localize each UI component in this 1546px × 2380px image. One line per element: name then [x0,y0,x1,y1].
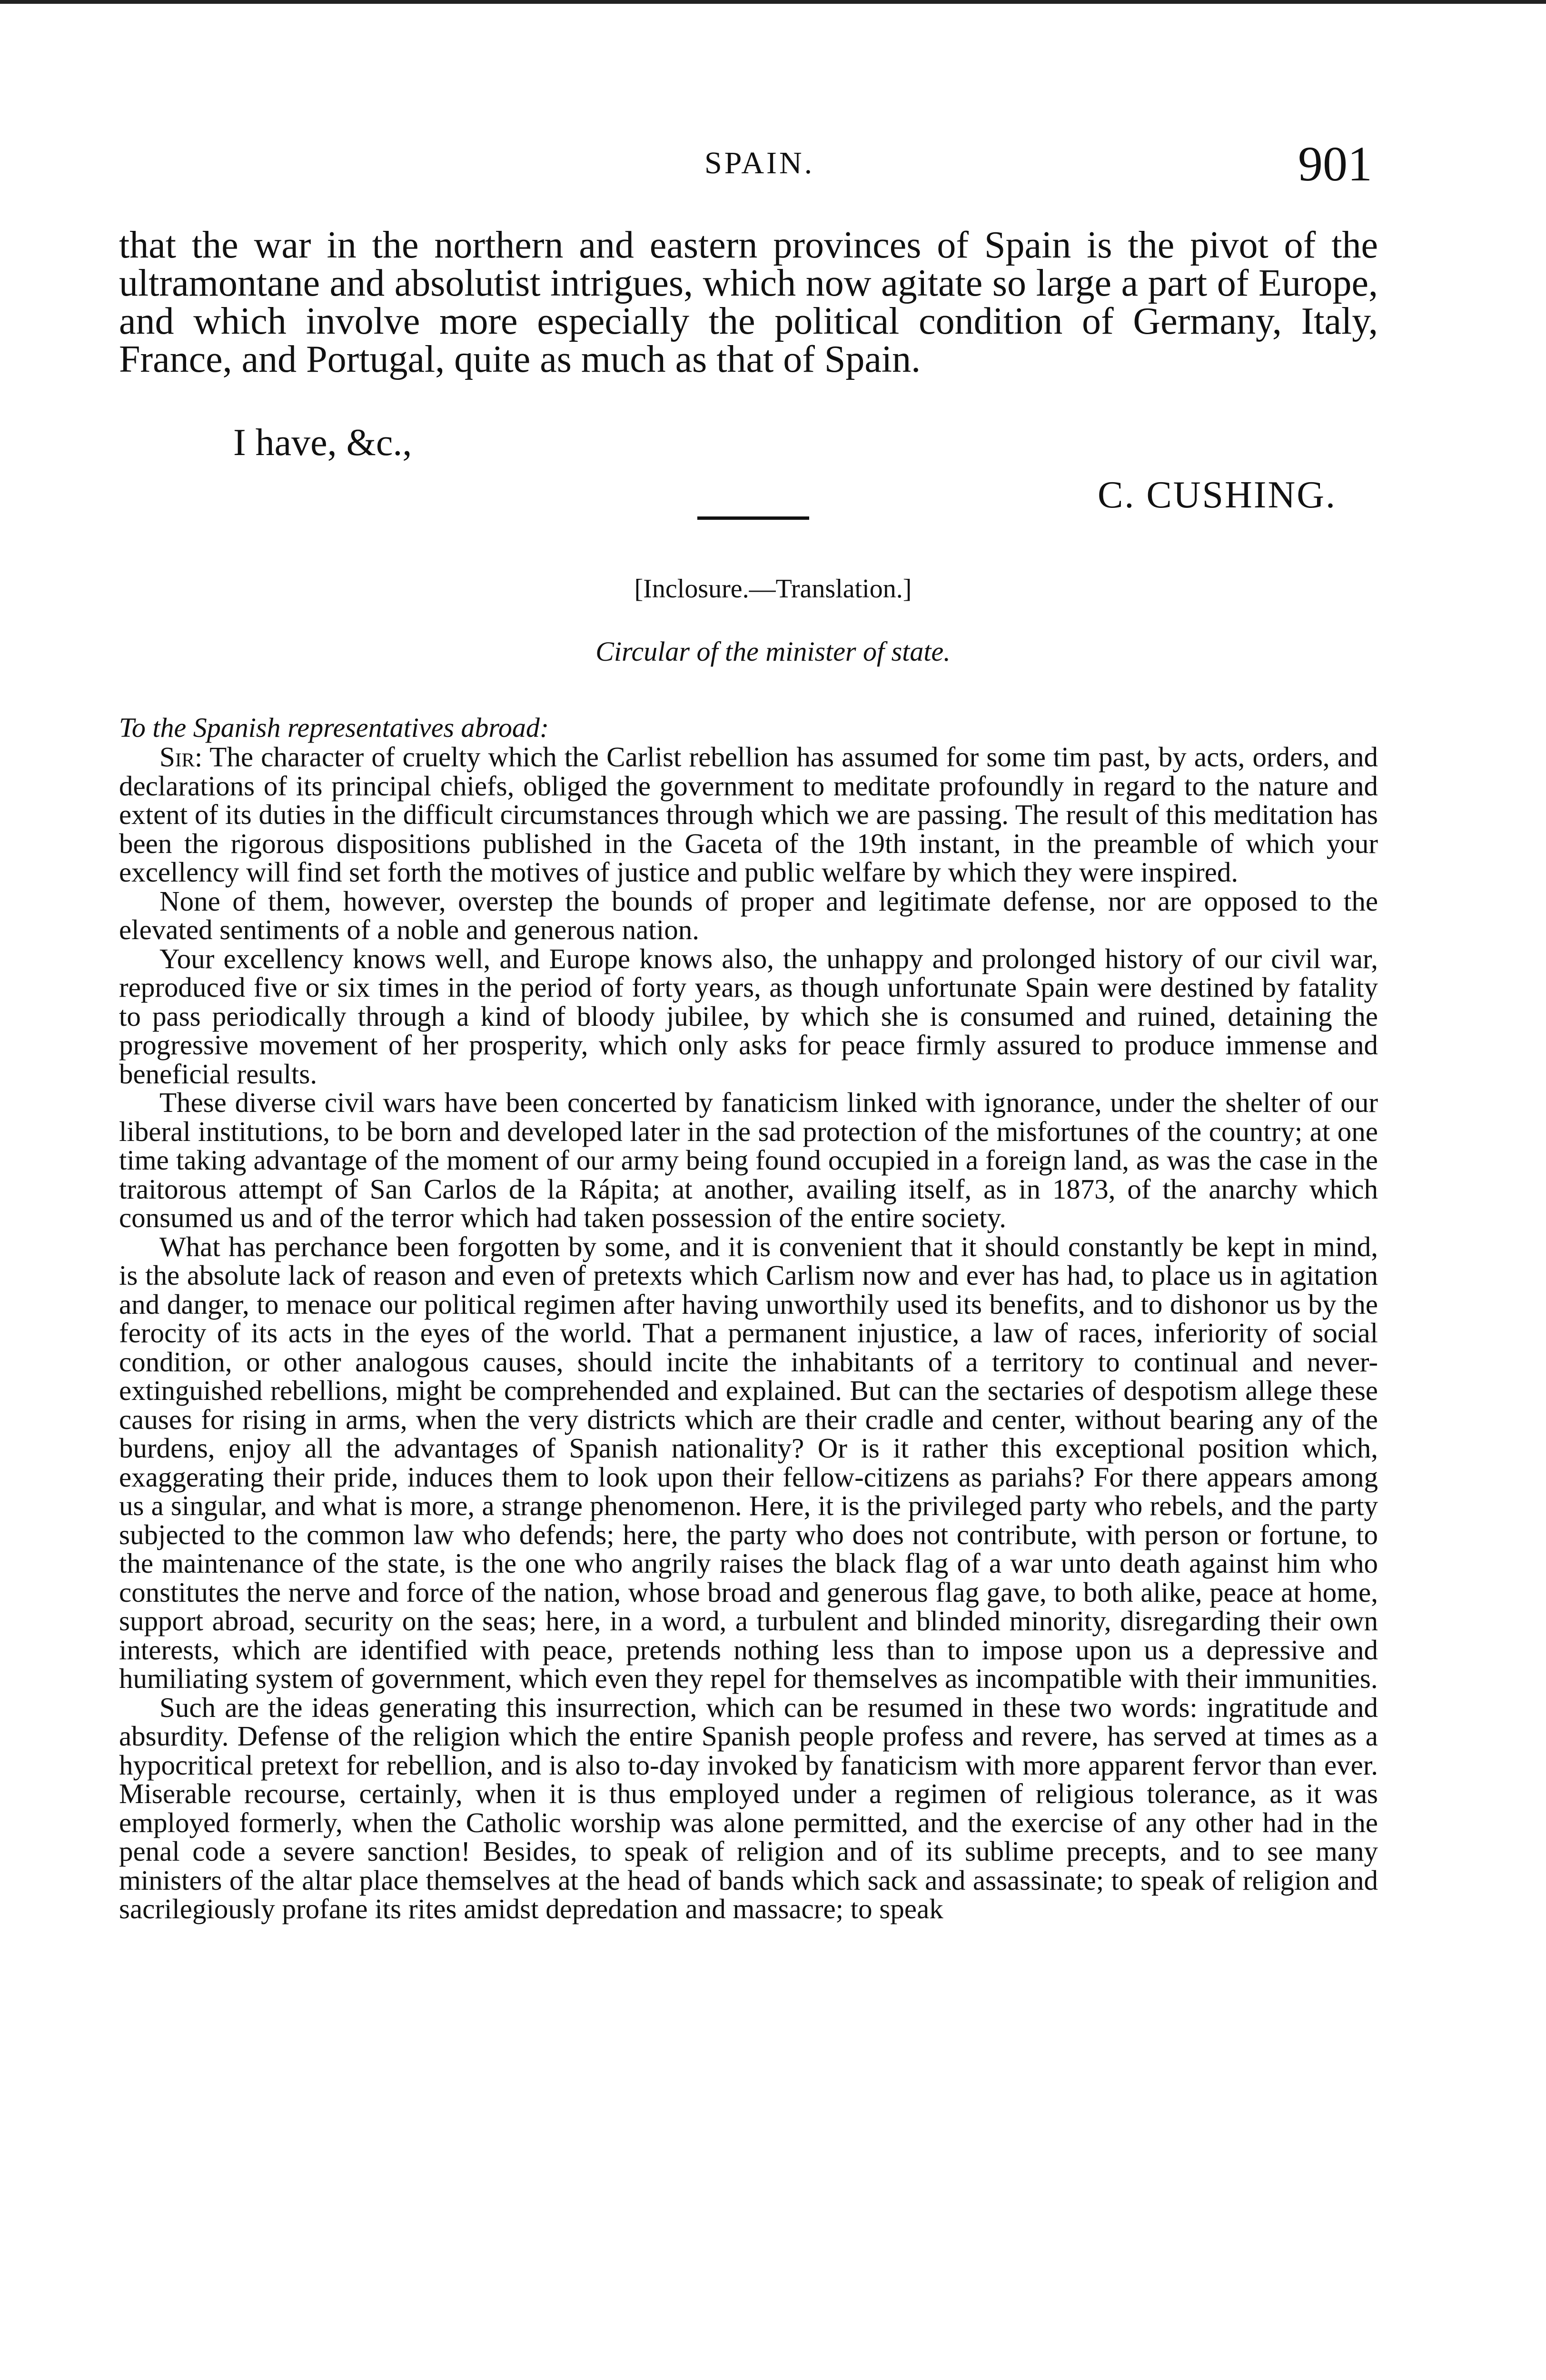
top-border-rule [0,0,1546,4]
inclosure-label: [Inclosure.—Translation.] [634,574,912,604]
lead-paragraph-block [119,226,1378,378]
letter-paragraph-5: What has perchance been forgotten by some, and it is convenient that it should constantly be kept in mind, is the absolute lack of reason and even of pretexts which Carlism now and ever has had, to place us in agitation and danger, to menace our political regimen after having unworthily used its benefits, and to dishonor us by the ferocity of its acts in the eyes of the world. That a permanent injustice, a law of races, inferiority of social condition, or other analogous causes, should incite the inhabitants of a territory to continual and never-extinguished rebellions, might be comprehended and explained. But can the sectaries of despotism allege these causes for rising in arms, when the very districts which are their cradle and center, without bearing any of the burdens, enjoy all the advantages of Spanish nationality? Or is it rather this exceptional position which, exaggerating their pride, induces them to look upon their fellow-citizens as pariahs? For there appears among us a singular, and what is more, a strange phenomenon. Here, it is the privileged party who rebels, and the party subjected to the common law who defends; here, the party who does not contribute, with person or fortune, to the maintenance of the state, is the one who angrily raises the black flag of a war unto death against him who constitutes the nerve and force of the nation, whose broad and generous flag gave, to both alike, peace at home, support abroad, security on the seas; here, in a word, a turbulent and blinded minority, disregarding their own interests, which are identified with peace, pretends nothing less than to impose upon us a depressive and humiliating system of government, which even they repel for themselves as incompatible with their immunities. [119,1230,1378,1694]
closing-line: I have, &c., [233,422,412,464]
letter-paragraph-2: None of them, however, overstep the bounds of proper and legitimate defense, nor are opposed to the elevated sentiments of a noble and generous nation. [119,885,1378,945]
signature: C. CUSHING. [1098,474,1337,516]
letter-paragraph-4: These diverse civil wars have been concerted by fanaticism linked with ignorance, under the shelter of our liberal institutions, to be born and developed later in the sad protection of the misfortunes of the country; at one time taking advantage of the moment of our army being found occupied in a foreign land, as was the case in the traitorous attempt of San Carlos de la Rápita; at another, availing itself, as in 1873, of the anarchy which consumed us and of the terror which had taken possession of the entire society. [119,1087,1378,1233]
letter-paragraph-1 [119,743,1378,887]
letter-body [119,743,1378,1924]
page-header [0,136,1546,193]
opening-word: Sir [159,741,195,773]
page-number: 901 [1298,137,1372,191]
circular-title: Circular of the minister of state. [595,636,951,667]
lead-paragraph: that the war in the northern and eastern provinces of Spain is the pivot of the ultramontane and absolutist intrigues, which now agitate so large a part of Europe, and which involve more especially the political condition of Germany, Italy, France, and Portugal, quite as much as that of Spain. [119,224,1378,380]
section-divider [697,516,809,520]
running-head: SPAIN. [704,146,815,180]
letter-paragraph-6: Such are the ideas generating this insurrection, which can be resumed in these two words: ingratitude and absurdity. Defense of the religion which the entire Spanish people profess and revere, has served at times as a hypocritical pretext for rebellion, and is also to-day invoked by fanaticism with more apparent fervor than ever. Miserable recourse, certainly, when it is thus employed under a regimen of religious tolerance, as it was employed formerly, when the Catholic worship was alone permitted, and the exercise of any other had in the penal code a severe sanction! Besides, to speak of religion and of its sublime precepts, and to see many ministers of the altar place themselves at the head of bands which sack and assassinate; to speak of religion and sacrilegiously profane its rites amidst depredation and massacre; to speak [119,1691,1378,1924]
letter-paragraph-3: Your excellency knows well, and Europe knows also, the unhappy and prolonged history of our civil war, reproduced five or six times in the period of forty years, as though unfortunate Spain were destined by fatality to pass periodically through a kind of bloody jubilee, by which she is consumed and ruined, detaining the progressive movement of her prosperity, which only asks for peace firmly assured to produce immense and beneficial results. [119,942,1378,1090]
salutation: To the Spanish representatives abroad: [119,712,549,743]
letter-paragraph-1-text: : The character of cruelty which the Carlist rebellion has assumed for some tim past, by acts, orders, and declarations of its principal chiefs, obliged the government to meditate profoundly in regard to the nature and extent of its duties in the difficult circumstances through which we are passing. The result of this meditation has been the rigorous dispositions published in the Gaceta of the 19th instant, in the preamble of which your excellency will find set forth the motives of justice and public welfare by which they were inspired. [119,741,1378,888]
